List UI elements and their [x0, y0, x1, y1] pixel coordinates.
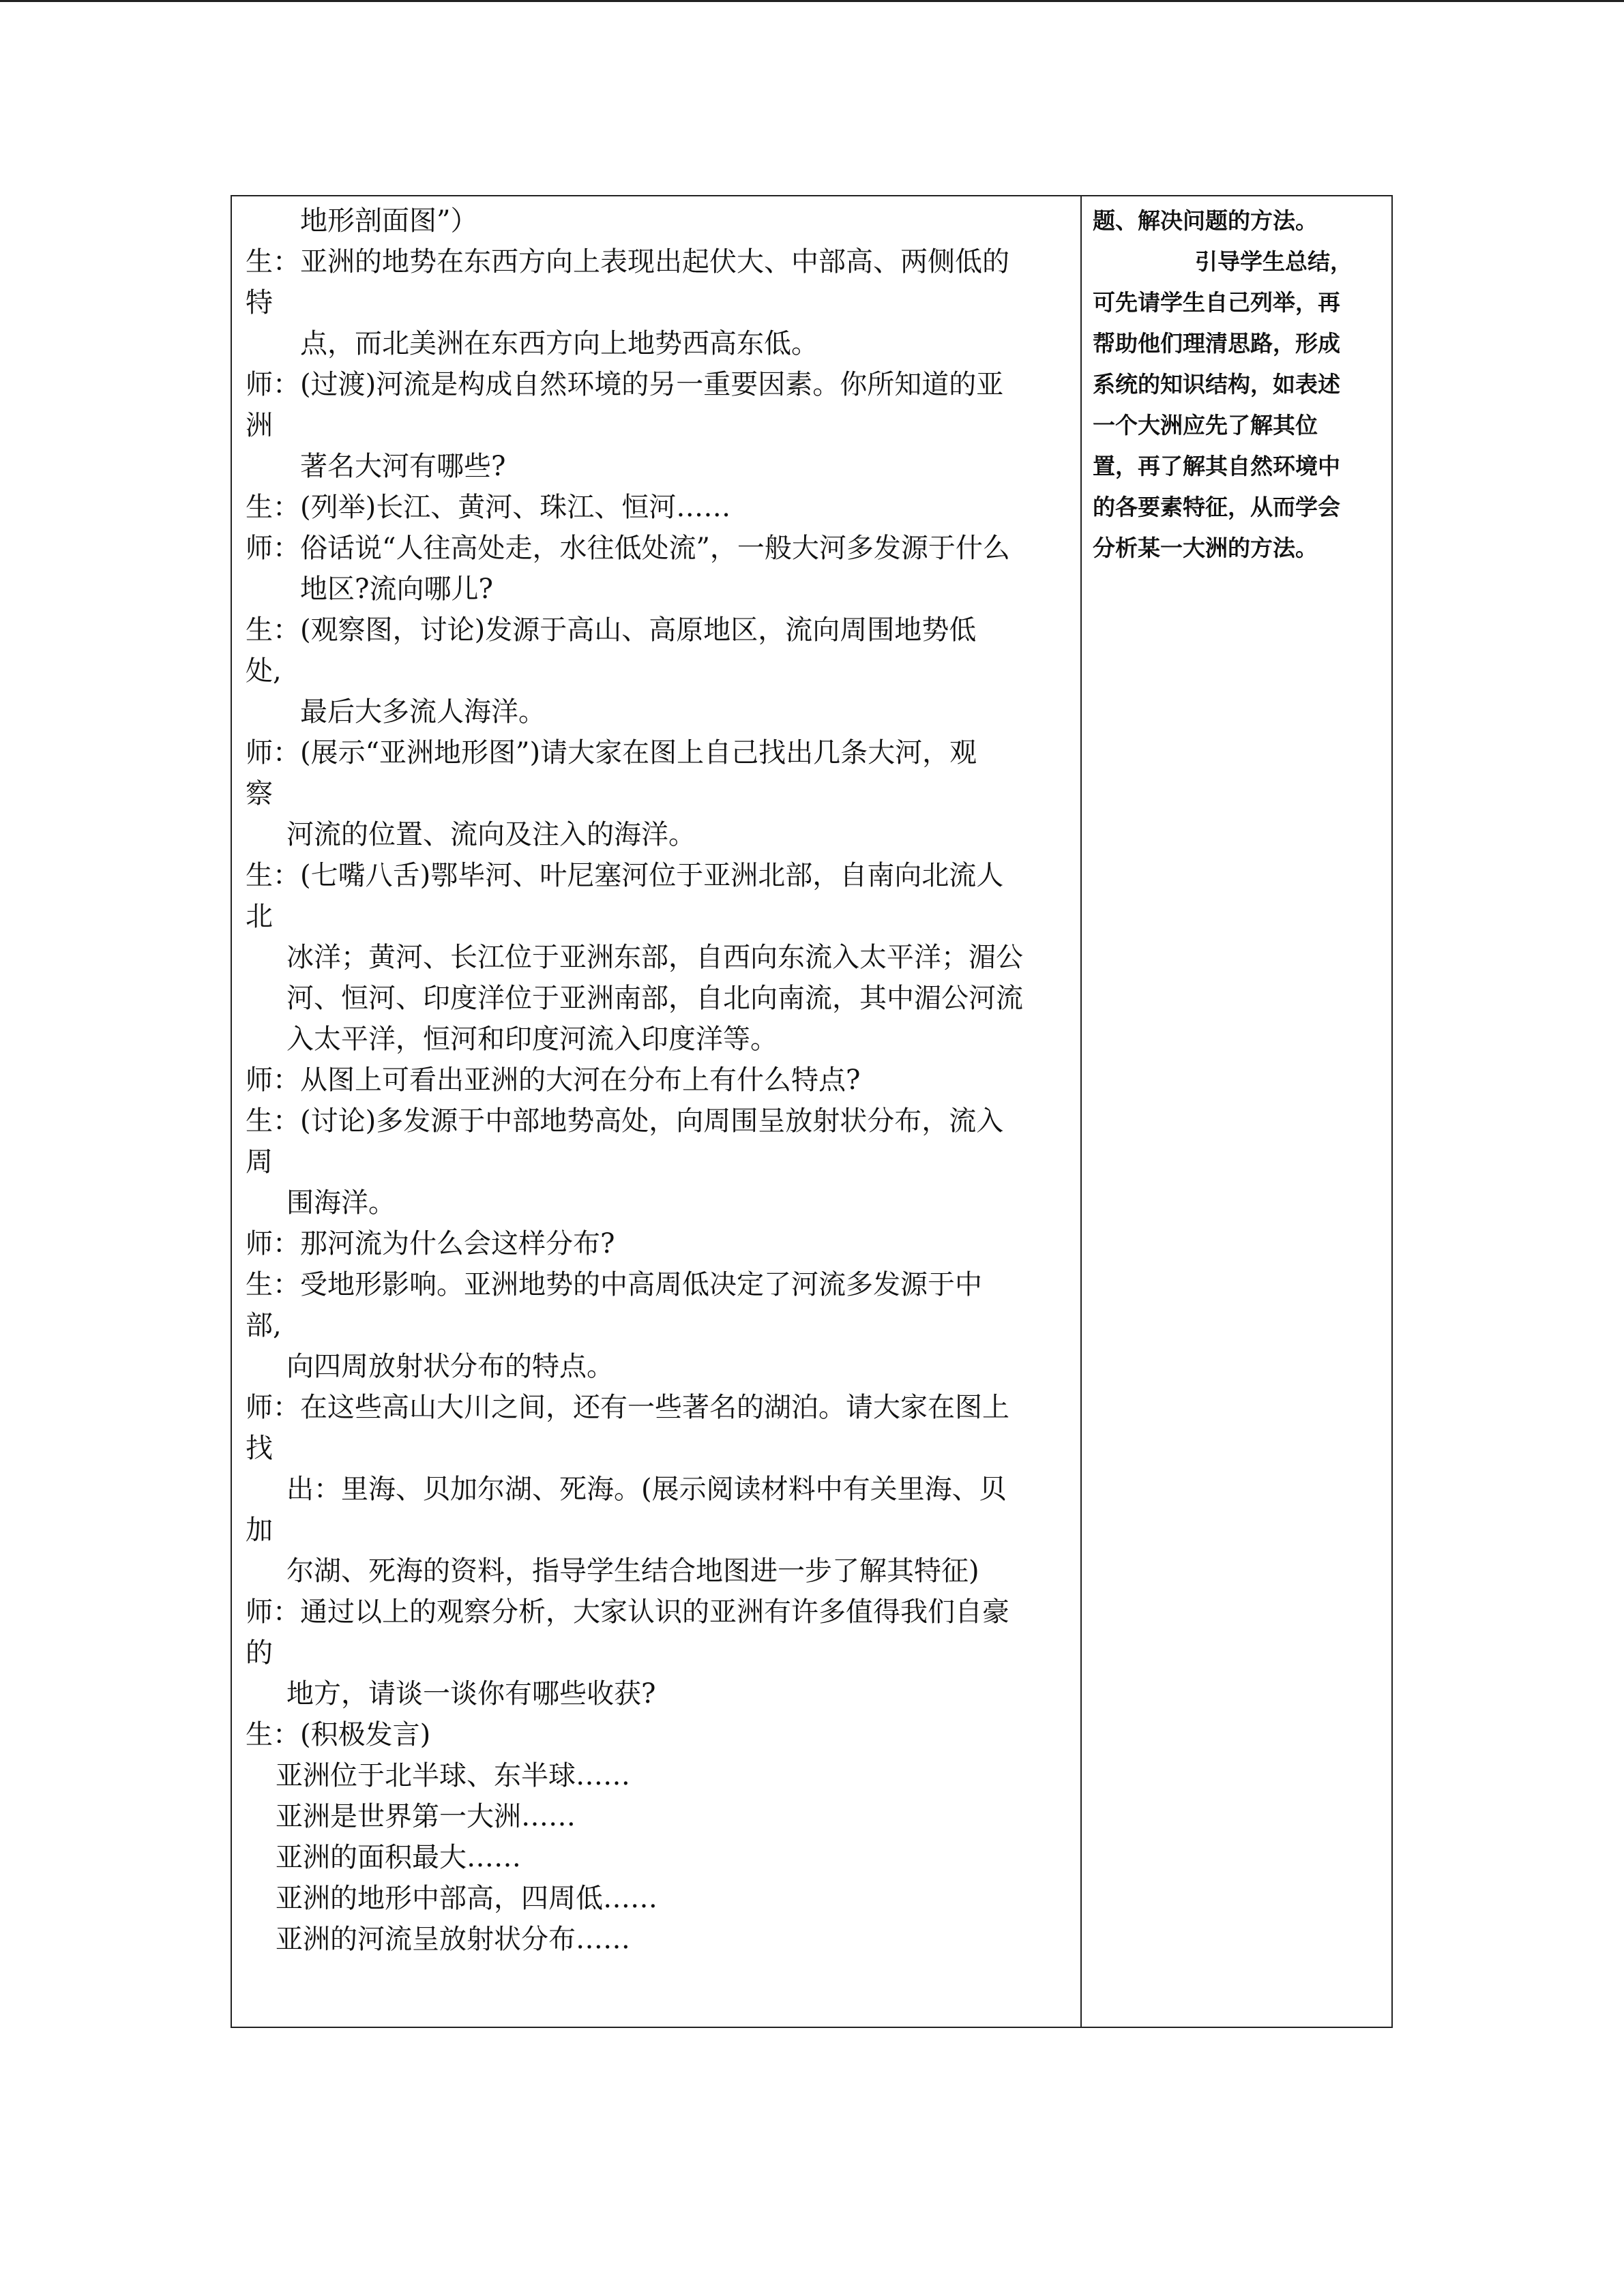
note-line: 置，再了解其自然环境中	[1093, 453, 1340, 479]
teaching-notes-column	[1093, 196, 1385, 2027]
dialogue-line: 地区?流向哪儿?	[300, 573, 493, 605]
dialogue-line: 师：(过渡)河流是构成自然环境的另一重要因素。你所知道的亚	[246, 369, 1004, 400]
dialogue-line: 生：亚洲的地势在东西方向上表现出起伏大、中部高、两侧低的	[246, 246, 1009, 278]
dialogue-line: 北	[246, 901, 273, 932]
note-line: 分析某一大洲的方法。	[1093, 535, 1318, 561]
note-line: 的各要素特征，从而学会	[1093, 494, 1340, 520]
dialogue-line: 洲	[246, 410, 273, 441]
dialogue-line: 河流的位置、流向及注入的海洋。	[286, 819, 696, 850]
dialogue-line: 入太平洋，恒河和印度河流入印度洋等。	[286, 1024, 778, 1055]
dialogue-line: 地形剖面图”）	[300, 205, 478, 237]
dialogue-line: 尔湖、死海的资料，指导学生结合地图进一步了解其特征)	[286, 1555, 979, 1587]
dialogue-line: 亚洲是世界第一大洲……	[276, 1801, 576, 1832]
dialogue-line: 冰洋；黄河、长江位于亚洲东部，自西向东流入太平洋；湄公	[286, 942, 1023, 973]
dialogue-line: 河、恒河、印度洋位于亚洲南部，自北向南流，其中湄公河流	[286, 983, 1023, 1014]
note-line: 一个大洲应先了解其位	[1093, 412, 1318, 438]
dialogue-column	[246, 196, 1071, 2027]
dialogue-line: 向四周放射状分布的特点。	[286, 1351, 614, 1382]
dialogue-line: 著名大河有哪些?	[300, 451, 506, 482]
dialogue-line: 师：(展示“亚洲地形图”)请大家在图上自己找出几条大河，观	[246, 737, 977, 769]
note-line: 题、解决问题的方法。	[1093, 207, 1318, 234]
dialogue-line: 亚洲的河流呈放射状分布……	[276, 1924, 630, 1955]
dialogue-line: 生：受地形影响。亚洲地势的中高周低决定了河流多发源于中	[246, 1269, 982, 1300]
dialogue-line: 生：(七嘴八舌)鄂毕河、叶尼塞河位于亚洲北部，自南向北流人	[246, 860, 1004, 891]
note-line: 系统的知识结构，如表述	[1093, 371, 1340, 398]
dialogue-line: 师：俗话说“人往高处走，水往低处流”，一般大河多发源于什么	[246, 533, 1010, 564]
top-border-rule	[0, 0, 1624, 2]
dialogue-line: 生：(讨论)多发源于中部地势高处，向周围呈放射状分布，流入	[246, 1105, 1004, 1137]
dialogue-line: 的	[246, 1637, 273, 1669]
dialogue-line: 生：(积极发言)	[246, 1719, 431, 1750]
column-divider	[1080, 196, 1082, 2027]
dialogue-line: 处,	[246, 655, 282, 687]
dialogue-line: 察	[246, 778, 273, 809]
dialogue-line: 出：里海、贝加尔湖、死海。(展示阅读材料中有关里海、贝	[286, 1474, 1007, 1505]
dialogue-line: 部,	[246, 1310, 282, 1341]
lesson-table	[231, 195, 1393, 2028]
dialogue-line: 点，而北美洲在东西方向上地势西高东低。	[300, 328, 818, 359]
dialogue-line: 生：(观察图，讨论)发源于高山、高原地区，流向周围地势低	[246, 614, 977, 646]
dialogue-line: 师：从图上可看出亚洲的大河在分布上有什么特点?	[246, 1064, 861, 1096]
dialogue-line: 找	[246, 1433, 273, 1464]
dialogue-line: 亚洲位于北半球、东半球……	[276, 1760, 630, 1791]
dialogue-line: 地方，请谈一谈你有哪些收获?	[286, 1678, 656, 1710]
dialogue-line: 最后大多流人海洋。	[300, 696, 546, 728]
dialogue-line: 周	[246, 1146, 273, 1178]
dialogue-line: 加	[246, 1515, 273, 1546]
dialogue-line: 生：(列举)长江、黄河、珠江、恒河……	[246, 492, 731, 523]
dialogue-line: 师：在这些高山大川之间，还有一些著名的湖泊。请大家在图上	[246, 1392, 1009, 1423]
dialogue-line: 特	[246, 287, 273, 318]
note-line: 可先请学生自己列举，再	[1093, 289, 1340, 316]
dialogue-line: 围海洋。	[286, 1187, 396, 1219]
note-line: 帮助他们理清思路，形成	[1093, 330, 1340, 357]
dialogue-line: 师：那河流为什么会这样分布?	[246, 1228, 615, 1259]
note-line: 引导学生总结，	[1195, 248, 1353, 275]
dialogue-line: 亚洲的面积最大……	[276, 1842, 521, 1873]
dialogue-line: 师：通过以上的观察分析，大家认识的亚洲有许多值得我们自豪	[246, 1596, 1009, 1628]
dialogue-line: 亚洲的地形中部高，四周低……	[276, 1883, 658, 1914]
